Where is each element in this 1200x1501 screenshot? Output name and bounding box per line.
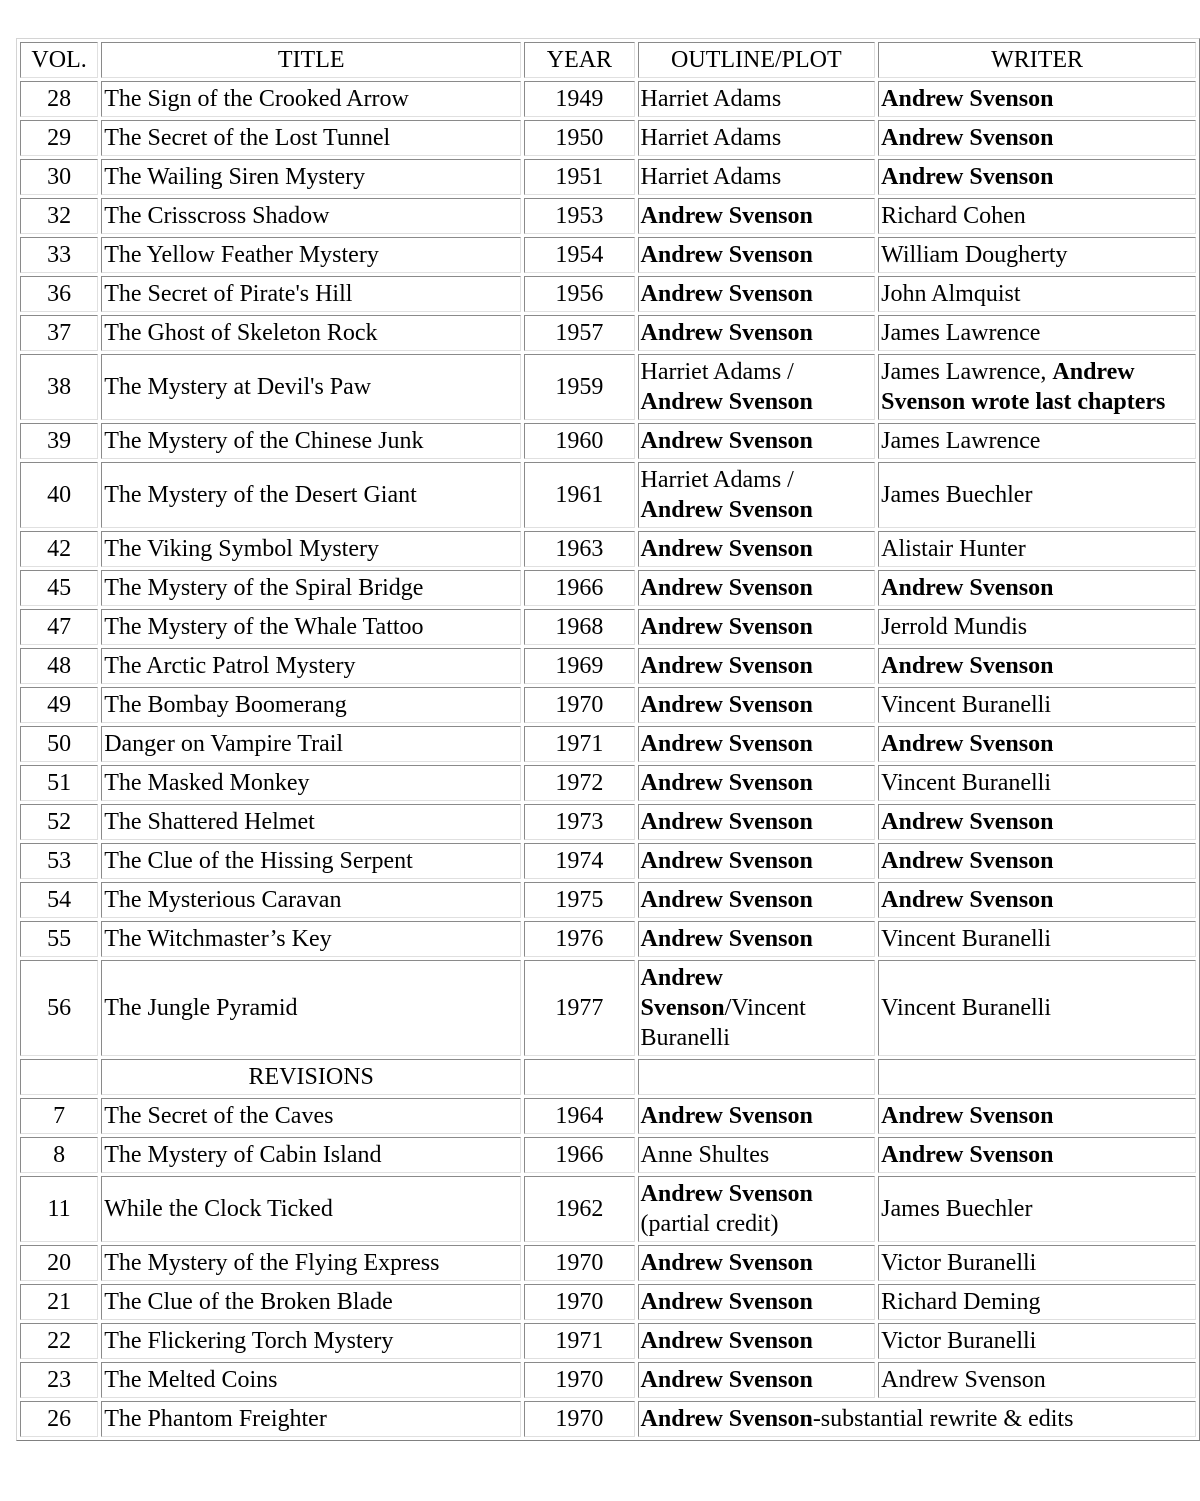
outline-part: /Vincent Buranelli [640, 995, 806, 1051]
writer-cell: James Buechler [878, 1176, 1196, 1242]
writer-cell: Vincent Buranelli [878, 687, 1196, 723]
outline-cell: Andrew Svenson [638, 609, 876, 645]
table-row [20, 1401, 1196, 1437]
outline-cell: Andrew Svenson [638, 423, 876, 459]
vol-cell: 11 [20, 1176, 98, 1242]
title-cell: The Secret of the Lost Tunnel [101, 120, 521, 156]
table-row [20, 462, 1196, 528]
table-row [20, 1323, 1196, 1359]
year-cell: 1972 [524, 765, 634, 801]
vol-cell: 38 [20, 354, 98, 420]
table-row [20, 570, 1196, 606]
header-writer: WRITER [878, 42, 1196, 78]
outline-cell: Andrew Svenson [638, 1284, 876, 1320]
vol-cell: 32 [20, 198, 98, 234]
writer-cell: Jerrold Mundis [878, 609, 1196, 645]
writer-part-bold: Andrew Svenson wrote last chapters [881, 359, 1166, 415]
title-cell: The Mystery of the Desert Giant [101, 462, 521, 528]
title-cell: The Witchmaster’s Key [101, 921, 521, 957]
title-cell: The Secret of Pirate's Hill [101, 276, 521, 312]
year-cell: 1949 [524, 81, 634, 117]
outline-part-bold: Andrew Svenson [640, 497, 813, 523]
vol-cell: 52 [20, 804, 98, 840]
outline-cell: Andrew Svenson [638, 1362, 876, 1398]
table-row [20, 765, 1196, 801]
vol-cell: 54 [20, 882, 98, 918]
vol-cell: 20 [20, 1245, 98, 1281]
writer-part: James Lawrence, [881, 359, 1053, 385]
title-cell: The Mysterious Caravan [101, 882, 521, 918]
outline-cell: Andrew Svenson [638, 1323, 876, 1359]
table-row [20, 198, 1196, 234]
header-vol: VOL. [20, 42, 98, 78]
writer-cell: Andrew Svenson [878, 1098, 1196, 1134]
vol-cell: 47 [20, 609, 98, 645]
table-row [20, 1362, 1196, 1398]
title-cell: The Mystery of the Flying Express [101, 1245, 521, 1281]
vol-cell: 26 [20, 1401, 98, 1437]
year-cell: 1970 [524, 1245, 634, 1281]
writer-cell: James Lawrence [878, 423, 1196, 459]
title-cell: The Wailing Siren Mystery [101, 159, 521, 195]
vol-cell: 36 [20, 276, 98, 312]
outline-writer-cell [638, 1401, 1196, 1437]
vol-cell: 50 [20, 726, 98, 762]
vol-cell: 49 [20, 687, 98, 723]
outline-cell: Andrew Svenson [638, 648, 876, 684]
table-row [20, 120, 1196, 156]
year-cell: 1953 [524, 198, 634, 234]
title-cell: The Phantom Freighter [101, 1401, 521, 1437]
outline-part-bold: Andrew Svenson [640, 965, 725, 1021]
title-cell: The Mystery of the Chinese Junk [101, 423, 521, 459]
table-row [20, 882, 1196, 918]
title-cell: The Mystery at Devil's Paw [101, 354, 521, 420]
outline-cell: Andrew Svenson [638, 276, 876, 312]
year-cell: 1959 [524, 354, 634, 420]
title-cell: The Melted Coins [101, 1362, 521, 1398]
year-cell: 1970 [524, 687, 634, 723]
header-outline: OUTLINE/PLOT [638, 42, 876, 78]
writer-cell: Andrew Svenson [878, 804, 1196, 840]
year-cell: 1957 [524, 315, 634, 351]
vol-cell: 29 [20, 120, 98, 156]
outline-cell: Andrew Svenson [638, 1245, 876, 1281]
title-cell: The Bombay Boomerang [101, 687, 521, 723]
outline-cell: Andrew Svenson [638, 687, 876, 723]
outline-cell: Andrew Svenson [638, 804, 876, 840]
writer-cell: James Lawrence [878, 315, 1196, 351]
table-row [20, 237, 1196, 273]
header-year: YEAR [524, 42, 634, 78]
year-cell: 1976 [524, 921, 634, 957]
outline-cell: Andrew Svenson [638, 237, 876, 273]
year-cell: 1960 [524, 423, 634, 459]
vol-cell: 22 [20, 1323, 98, 1359]
year-cell: 1970 [524, 1362, 634, 1398]
revisions-label: REVISIONS [101, 1059, 521, 1095]
year-cell: 1950 [524, 120, 634, 156]
year-cell: 1964 [524, 1098, 634, 1134]
writer-cell: Andrew Svenson [878, 882, 1196, 918]
title-cell: While the Clock Ticked [101, 1176, 521, 1242]
vol-cell: 48 [20, 648, 98, 684]
outline-cell: Andrew Svenson [638, 843, 876, 879]
outline-cell: Harriet Adams [638, 120, 876, 156]
table-row [20, 1176, 1196, 1242]
vol-cell: 21 [20, 1284, 98, 1320]
writer-cell: William Dougherty [878, 237, 1196, 273]
table-row [20, 1284, 1196, 1320]
outline-cell: Andrew Svenson [638, 198, 876, 234]
writer-cell: Andrew Svenson [878, 726, 1196, 762]
table-row [20, 354, 1196, 420]
writer-cell: Andrew Svenson [878, 843, 1196, 879]
header-row [20, 42, 1196, 78]
table-row [20, 726, 1196, 762]
outline-cell [638, 960, 876, 1056]
writer-cell: Richard Cohen [878, 198, 1196, 234]
title-cell: The Sign of the Crooked Arrow [101, 81, 521, 117]
writer-cell: Andrew Svenson [878, 1362, 1196, 1398]
book-table-container [16, 38, 1200, 1441]
table-row [20, 648, 1196, 684]
table-row [20, 960, 1196, 1056]
outline-part-bold: Andrew Svenson [640, 1406, 813, 1432]
table-row [20, 81, 1196, 117]
year-cell: 1973 [524, 804, 634, 840]
vol-cell: 51 [20, 765, 98, 801]
outline-part: (partial credit) [640, 1211, 779, 1237]
year-cell: 1962 [524, 1176, 634, 1242]
year-cell: 1961 [524, 462, 634, 528]
title-cell: The Clue of the Hissing Serpent [101, 843, 521, 879]
table-row [20, 687, 1196, 723]
book-table [16, 38, 1200, 1441]
title-cell: The Shattered Helmet [101, 804, 521, 840]
outline-cell [638, 1176, 876, 1242]
outline-part: -substantial rewrite & edits [812, 1406, 1074, 1432]
vol-cell: 23 [20, 1362, 98, 1398]
outline-cell: Harriet Adams [638, 81, 876, 117]
title-cell: The Crisscross Shadow [101, 198, 521, 234]
outline-cell: Anne Shultes [638, 1137, 876, 1173]
year-cell: 1971 [524, 726, 634, 762]
writer-cell: Richard Deming [878, 1284, 1196, 1320]
empty-cell [20, 1059, 98, 1095]
title-cell: The Secret of the Caves [101, 1098, 521, 1134]
writer-cell [878, 354, 1196, 420]
outline-cell: Andrew Svenson [638, 1098, 876, 1134]
title-cell: The Jungle Pyramid [101, 960, 521, 1056]
table-row [20, 159, 1196, 195]
writer-cell: Victor Buranelli [878, 1323, 1196, 1359]
outline-cell [638, 354, 876, 420]
title-cell: Danger on Vampire Trail [101, 726, 521, 762]
outline-cell: Andrew Svenson [638, 765, 876, 801]
empty-cell [524, 1059, 634, 1095]
year-cell: 1956 [524, 276, 634, 312]
outline-cell: Andrew Svenson [638, 882, 876, 918]
table-row [20, 315, 1196, 351]
title-cell: The Mystery of the Whale Tattoo [101, 609, 521, 645]
writer-cell: Andrew Svenson [878, 648, 1196, 684]
year-cell: 1970 [524, 1284, 634, 1320]
writer-cell: Andrew Svenson [878, 120, 1196, 156]
vol-cell: 33 [20, 237, 98, 273]
year-cell: 1966 [524, 570, 634, 606]
title-cell: The Arctic Patrol Mystery [101, 648, 521, 684]
outline-cell: Andrew Svenson [638, 726, 876, 762]
table-row [20, 1245, 1196, 1281]
writer-cell: Andrew Svenson [878, 159, 1196, 195]
vol-cell: 56 [20, 960, 98, 1056]
vol-cell: 45 [20, 570, 98, 606]
year-cell: 1977 [524, 960, 634, 1056]
year-cell: 1968 [524, 609, 634, 645]
title-cell: The Mystery of Cabin Island [101, 1137, 521, 1173]
vol-cell: 55 [20, 921, 98, 957]
vol-cell: 7 [20, 1098, 98, 1134]
table-row [20, 1098, 1196, 1134]
year-cell: 1975 [524, 882, 634, 918]
vol-cell: 8 [20, 1137, 98, 1173]
outline-cell: Andrew Svenson [638, 570, 876, 606]
revisions-header-row [20, 1059, 1196, 1095]
writer-cell: Alistair Hunter [878, 531, 1196, 567]
vol-cell: 39 [20, 423, 98, 459]
title-cell: The Ghost of Skeleton Rock [101, 315, 521, 351]
table-row [20, 843, 1196, 879]
title-cell: The Masked Monkey [101, 765, 521, 801]
outline-cell: Andrew Svenson [638, 315, 876, 351]
table-row [20, 921, 1196, 957]
year-cell: 1969 [524, 648, 634, 684]
outline-cell: Harriet Adams [638, 159, 876, 195]
title-cell: The Flickering Torch Mystery [101, 1323, 521, 1359]
empty-cell [638, 1059, 876, 1095]
table-row [20, 804, 1196, 840]
writer-cell: Vincent Buranelli [878, 921, 1196, 957]
outline-cell [638, 462, 876, 528]
writer-cell: James Buechler [878, 462, 1196, 528]
year-cell: 1974 [524, 843, 634, 879]
vol-cell: 40 [20, 462, 98, 528]
table-row [20, 423, 1196, 459]
year-cell: 1966 [524, 1137, 634, 1173]
outline-cell: Andrew Svenson [638, 531, 876, 567]
title-cell: The Clue of the Broken Blade [101, 1284, 521, 1320]
year-cell: 1954 [524, 237, 634, 273]
outline-part: Harriet Adams / [640, 467, 794, 493]
outline-part-bold: Andrew Svenson [640, 1181, 813, 1207]
title-cell: The Viking Symbol Mystery [101, 531, 521, 567]
title-cell: The Mystery of the Spiral Bridge [101, 570, 521, 606]
vol-cell: 30 [20, 159, 98, 195]
header-title: TITLE [101, 42, 521, 78]
empty-cell [878, 1059, 1196, 1095]
outline-part-bold: Andrew Svenson [640, 389, 813, 415]
year-cell: 1951 [524, 159, 634, 195]
year-cell: 1970 [524, 1401, 634, 1437]
table-row [20, 1137, 1196, 1173]
writer-cell: Andrew Svenson [878, 1137, 1196, 1173]
writer-cell: Vincent Buranelli [878, 765, 1196, 801]
writer-cell: Vincent Buranelli [878, 960, 1196, 1056]
writer-cell: Andrew Svenson [878, 81, 1196, 117]
year-cell: 1971 [524, 1323, 634, 1359]
vol-cell: 28 [20, 81, 98, 117]
outline-part: Harriet Adams / [640, 359, 794, 385]
table-row [20, 276, 1196, 312]
writer-cell: Andrew Svenson [878, 570, 1196, 606]
year-cell: 1963 [524, 531, 634, 567]
writer-cell: John Almquist [878, 276, 1196, 312]
table-row [20, 609, 1196, 645]
vol-cell: 53 [20, 843, 98, 879]
title-cell: The Yellow Feather Mystery [101, 237, 521, 273]
vol-cell: 42 [20, 531, 98, 567]
writer-cell: Victor Buranelli [878, 1245, 1196, 1281]
vol-cell: 37 [20, 315, 98, 351]
outline-cell: Andrew Svenson [638, 921, 876, 957]
table-row [20, 531, 1196, 567]
